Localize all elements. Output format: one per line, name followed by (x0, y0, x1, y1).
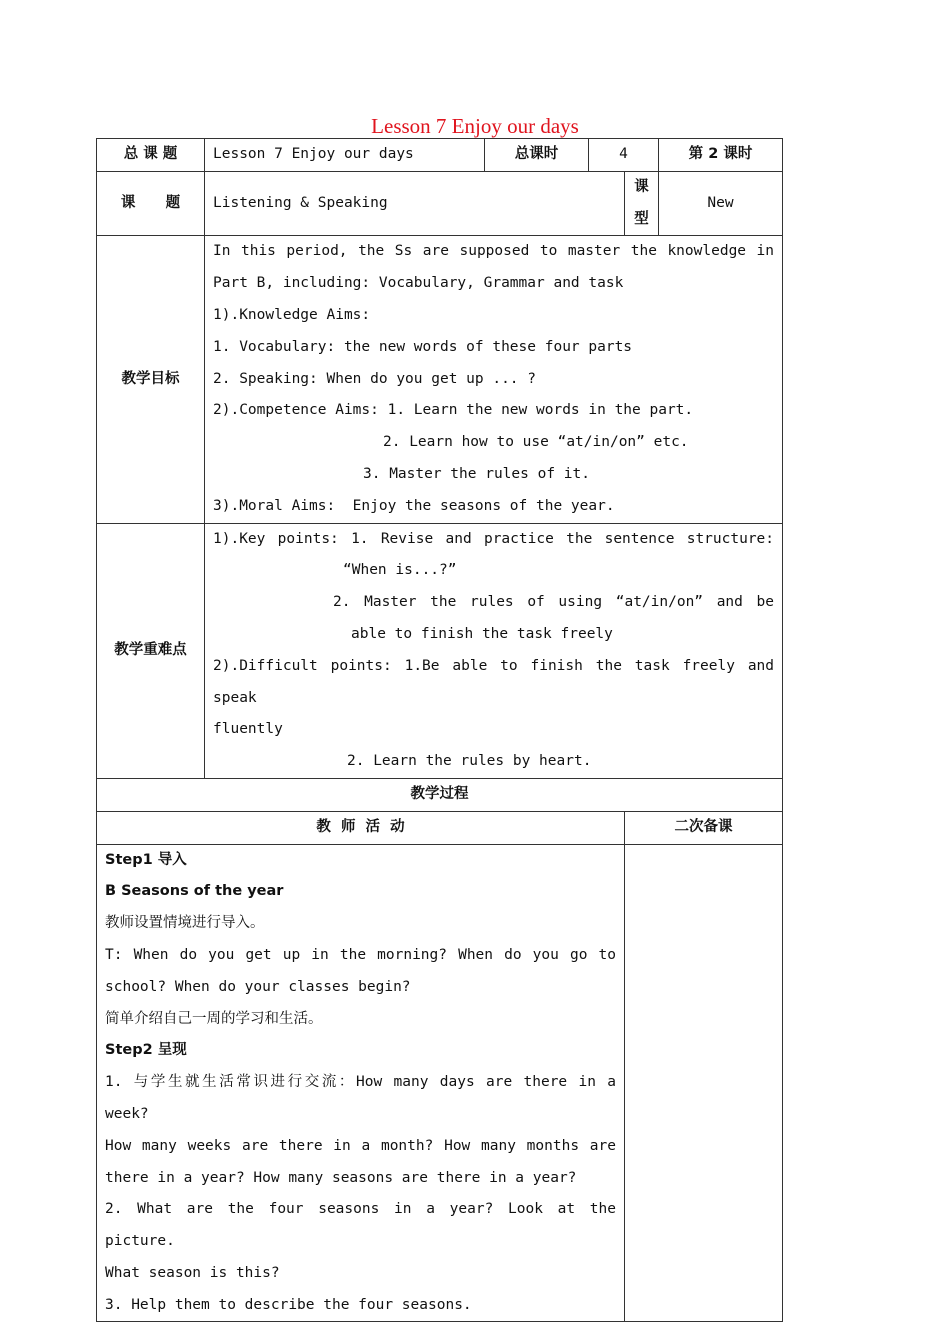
table-row-process (97, 844, 783, 1322)
key-points-content (205, 523, 783, 778)
activity-line: What season is this? (105, 1264, 280, 1281)
objective-line: In this period, the Ss are supposed to master the knowledge in (213, 243, 775, 260)
step-heading: Step2 呈现 (105, 1042, 187, 1059)
activity-line: 教师设置情境进行导入。 (105, 915, 265, 932)
lesson-plan-table (96, 138, 783, 1322)
table-row-process-headers (97, 811, 783, 844)
process-section-title: 教学过程 (97, 778, 783, 811)
objectives-content (205, 236, 783, 523)
key-point-line: 1).Key points: 1. Revise and practice the sentence structure: (213, 530, 775, 547)
objective-line: 3).Moral Aims: Enjoy the seasons of the year. (213, 497, 615, 514)
activity-line: 2. What are the four seasons in a year? Look at the picture. (105, 1201, 616, 1250)
key-point-line: 2. Master the rules of using “at/in/on” and be (333, 594, 775, 611)
table-row-objectives (97, 236, 783, 523)
step-heading: Step1 导入 (105, 851, 187, 868)
table-row-topic (97, 139, 783, 172)
activity-line: 1. 与学生就生活常识进行交流：How many days are there in a (105, 1074, 616, 1091)
activity-line: school? When do your classes begin? (105, 978, 411, 995)
second-preparation-notes (625, 844, 783, 1322)
lesson-value: Listening & Speaking (205, 171, 625, 236)
activity-line: 简单介绍自己一周的学习和生活。 (105, 1010, 323, 1027)
activity-line: 3. Help them to describe the four seasons. (105, 1296, 472, 1313)
label-key-points: 教学重难点 (97, 523, 205, 778)
total-sessions-value: 4 (589, 139, 659, 172)
key-point-line: able to finish the task freely (351, 625, 613, 642)
objective-line: 2).Competence Aims: 1. Learn the new words in the part. (213, 402, 694, 419)
objective-line: Part B, including: Vocabulary, Grammar and task (213, 275, 624, 292)
teacher-activity-content (97, 844, 625, 1322)
activity-line: T: When do you get up in the morning? When do you go to (105, 946, 616, 963)
objective-line: 2. Speaking: When do you get up ... ? (213, 370, 537, 387)
label-lesson: 课 题 (97, 171, 205, 236)
key-point-line: fluently (213, 721, 283, 738)
objective-line: 1).Knowledge Aims: (213, 306, 371, 323)
label-topic: 总 课 题 (97, 139, 205, 172)
key-point-line: “When is...?” (343, 562, 457, 579)
activity-line: How many weeks are there in a month? How many months are (105, 1137, 616, 1154)
objective-line: 2. Learn how to use “at/in/on” etc. (383, 434, 689, 451)
subsection-heading: B Seasons of the year (105, 883, 284, 900)
table-row-lesson (97, 171, 783, 236)
key-point-line: 2. Learn the rules by heart. (347, 753, 592, 770)
activity-line: week? (105, 1105, 149, 1122)
column-header-notes: 二次备课 (625, 811, 783, 844)
objective-line: 1. Vocabulary: the new words of these four parts (213, 338, 633, 355)
label-objectives: 教学目标 (97, 236, 205, 523)
session-number: 第 2 课时 (659, 139, 783, 172)
label-type: 课型 (625, 171, 659, 236)
label-total-sessions: 总课时 (485, 139, 589, 172)
key-point-line: 2).Difficult points: 1.Be able to finish the task freely and speak (213, 657, 775, 706)
activity-line: there in a year? How many seasons are there in a year? (105, 1169, 577, 1186)
type-value: New (659, 171, 783, 236)
table-row-process-title (97, 778, 783, 811)
objective-line: 3. Master the rules of it. (363, 465, 590, 482)
page-title: Lesson 7 Enjoy our days (371, 114, 579, 138)
column-header-teacher: 教 师 活 动 (97, 811, 625, 844)
topic-value: Lesson 7 Enjoy our days (205, 139, 485, 172)
table-row-key-points (97, 523, 783, 778)
